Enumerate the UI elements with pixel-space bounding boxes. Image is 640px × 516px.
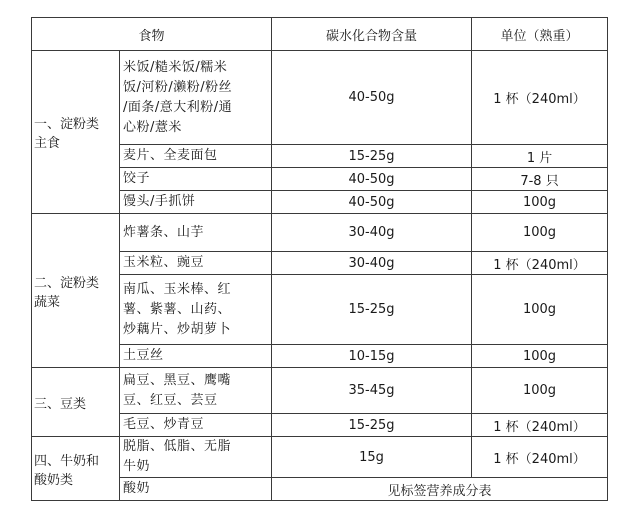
carb-value-cell: 15-25g <box>272 145 472 168</box>
carb-value-cell: 15-25g <box>272 275 472 345</box>
carb-value-cell: 40-50g <box>272 168 472 191</box>
table-header-row <box>32 18 608 51</box>
unit-cell: 1 杯（240ml） <box>472 51 608 145</box>
category-cell: 四、牛奶和 酸奶类 <box>32 437 120 501</box>
carb-value-cell: 30-40g <box>272 214 472 252</box>
carb-value-cell: 10-15g <box>272 345 472 368</box>
carb-value-cell: 15-25g <box>272 414 472 437</box>
food-cell: 土豆丝 <box>120 345 272 368</box>
carb-value-cell: 35-45g <box>272 368 472 414</box>
merged-note-cell: 见标签营养成分表 <box>272 478 608 501</box>
food-cell: 毛豆、炒青豆 <box>120 414 272 437</box>
table-row <box>32 214 608 252</box>
header-unit: 单位（熟重） <box>472 18 608 51</box>
unit-cell: 1 片 <box>472 145 608 168</box>
unit-cell: 7-8 只 <box>472 168 608 191</box>
unit-cell: 100g <box>472 191 608 214</box>
carb-value-cell: 15g <box>272 437 472 478</box>
food-cell: 南瓜、玉米棒、红 薯、紫薯、山药、 炒藕片、炒胡萝卜 <box>120 275 272 345</box>
header-carb: 碳水化合物含量 <box>272 18 472 51</box>
carb-value-cell: 40-50g <box>272 51 472 145</box>
unit-cell: 1 杯（240ml） <box>472 252 608 275</box>
food-cell: 扁豆、黑豆、鹰嘴 豆、红豆、芸豆 <box>120 368 272 414</box>
food-cell: 米饭/糙米饭/糯米 饭/河粉/濑粉/粉丝 /面条/意大利粉/通 心粉/薏米 <box>120 51 272 145</box>
unit-cell: 100g <box>472 275 608 345</box>
food-cell: 炸薯条、山芋 <box>120 214 272 252</box>
unit-cell: 100g <box>472 345 608 368</box>
category-cell: 一、淀粉类 主食 <box>32 51 120 214</box>
carb-value-cell: 30-40g <box>272 252 472 275</box>
header-food: 食物 <box>32 18 272 51</box>
carb-table <box>31 17 608 501</box>
category-cell: 二、淀粉类 蔬菜 <box>32 214 120 368</box>
food-cell: 玉米粒、豌豆 <box>120 252 272 275</box>
food-cell: 麦片、全麦面包 <box>120 145 272 168</box>
table-row <box>32 51 608 145</box>
table-row <box>32 437 608 478</box>
table-frame <box>31 17 608 501</box>
food-cell: 酸奶 <box>120 478 272 501</box>
unit-cell: 1 杯（240ml） <box>472 414 608 437</box>
food-cell: 饺子 <box>120 168 272 191</box>
category-cell: 三、豆类 <box>32 368 120 437</box>
unit-cell: 100g <box>472 368 608 414</box>
food-cell: 馒头/手抓饼 <box>120 191 272 214</box>
carb-value-cell: 40-50g <box>272 191 472 214</box>
food-cell: 脱脂、低脂、无脂 牛奶 <box>120 437 272 478</box>
table-row <box>32 368 608 414</box>
unit-cell: 100g <box>472 214 608 252</box>
unit-cell: 1 杯（240ml） <box>472 437 608 478</box>
